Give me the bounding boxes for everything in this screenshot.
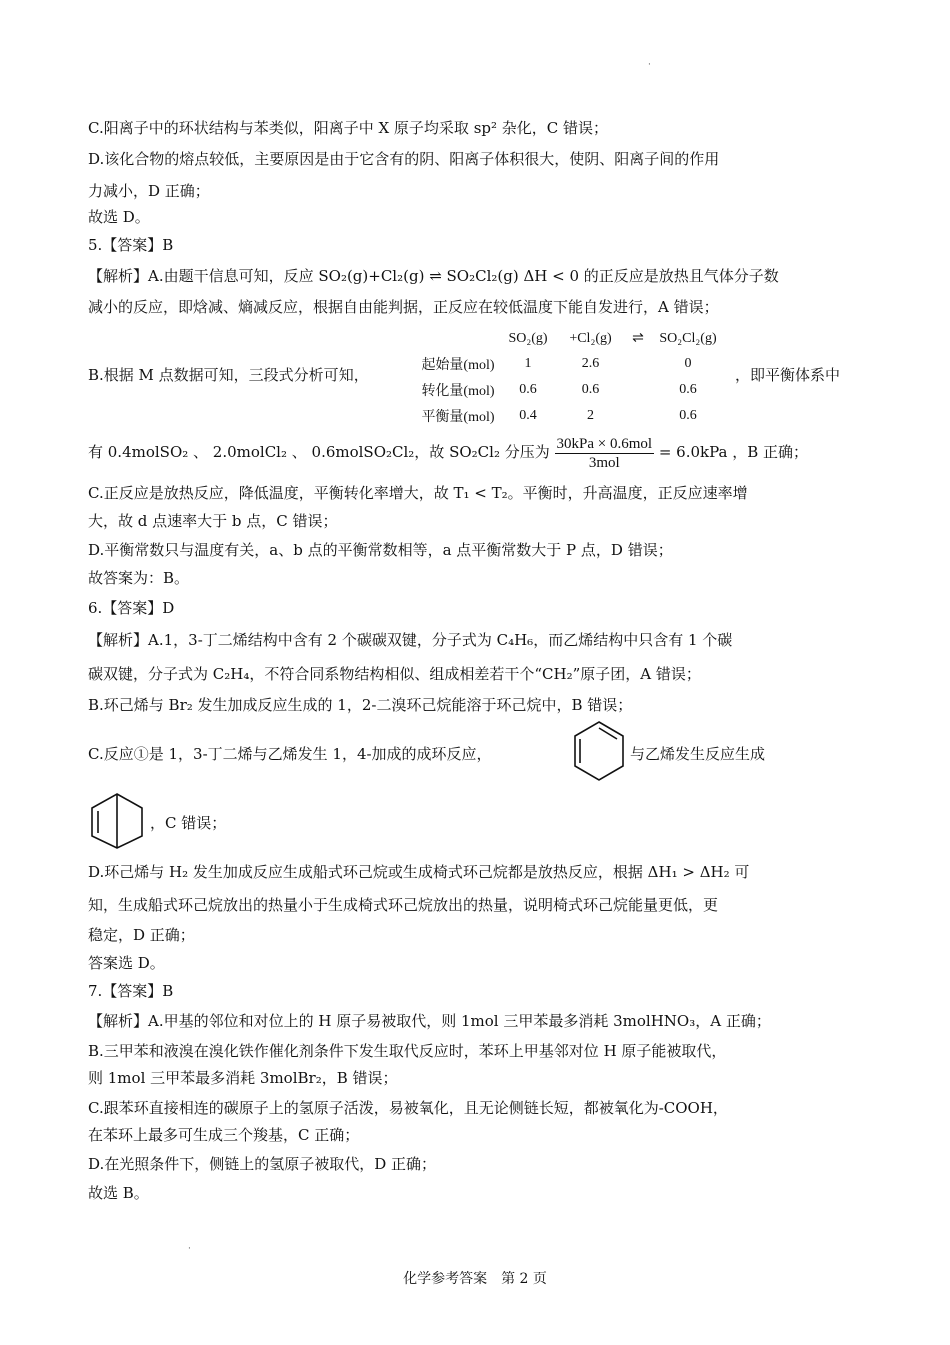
q6-analysis-a: 【解析】A.1，3-丁二烯结构中含有 2 个碳碳双键，分子式为 C₄H₆，而乙烯结构中只含有 1 个碳 xyxy=(88,631,733,649)
q6-b: B.环己烯与 Br₂ 发生加成反应生成的 1，2-二溴环己烷能溶于环己烷中，B 错误； xyxy=(88,696,633,714)
header-mark: · xyxy=(648,60,651,70)
row-value: 0.6 xyxy=(679,382,697,397)
three-stage-table xyxy=(418,326,723,429)
fraction-denominator: 3mol xyxy=(588,454,620,471)
footer-mark: · xyxy=(188,1244,191,1254)
partial-pressure-result: = 6.0kPa ，B 正确； xyxy=(658,443,809,461)
line-d-cont: 力减小，D 正确； xyxy=(88,182,210,200)
q5-analysis-a: 【解析】A.由题干信息可知，反应 SO₂(g)+Cl₂(g) ⇌ SO₂Cl₂(g) ΔH < 0 的正反应是放热且气体分子数 xyxy=(88,267,779,285)
q6-c-conclusion: ，C 错误； xyxy=(150,814,227,832)
q7-c: C.跟苯环直接相连的碳原子上的氢原子活泼，易被氧化，且无论侧链长短，都被氧化为-COOH， xyxy=(88,1099,728,1117)
q7-c-cont: 在苯环上最多可生成三个羧基，C 正确； xyxy=(88,1126,360,1144)
row-value: 2.6 xyxy=(581,356,600,371)
q7-b: B.三甲苯和液溴在溴化铁作催化剂条件下发生取代反应时，苯环上甲基邻对位 H 原子能被取代， xyxy=(88,1042,727,1060)
row-label: 平衡量(mol) xyxy=(421,410,495,425)
q5-c-cont: 大，故 d 点速率大于 b 点，C 错误； xyxy=(88,512,338,530)
q6-d-cont: 知，生成船式环己烷放出的热量小于生成椅式环己烷放出的热量，说明椅式环己烷能量更低，更 xyxy=(88,896,719,914)
q5-b-partial-pressure xyxy=(88,432,808,472)
row-value: 1 xyxy=(524,356,532,371)
page-footer: 化学参考答案 第 2 页 xyxy=(403,1271,547,1287)
q7-answer: 7.【答案】B xyxy=(88,982,174,1000)
q5-b-intro-tail: ，即平衡体系中 xyxy=(735,366,841,384)
header-cl2: +Cl₂(g) xyxy=(569,330,612,346)
q6-answer: 6.【答案】D xyxy=(88,599,175,617)
q7-d: D.在光照条件下，侧链上的氢原子被取代，D 正确； xyxy=(88,1155,437,1173)
row-value: 0.6 xyxy=(581,382,600,397)
q6-d: D.环己烯与 H₂ 发生加成反应生成船式环己烷或生成椅式环己烷都是放热反应，根据 ΔH₁ > ΔH₂ 可 xyxy=(88,863,750,881)
q7-conclusion: 故选 B。 xyxy=(88,1184,149,1202)
row-value: 0 xyxy=(684,356,692,371)
q7-analysis-a: 【解析】A.甲基的邻位和对位上的 H 原子易被取代，则 1mol 三甲苯最多消耗 3molHNO₃，A 正确； xyxy=(88,1012,771,1030)
row-value: 0.4 xyxy=(519,408,537,423)
q5-c: C.正反应是放热反应，降低温度，平衡转化率增大，故 T₁ < T₂。平衡时，升高温度，正反应速率增 xyxy=(88,484,748,502)
bicyclooctene-structure xyxy=(86,790,148,852)
row-value: 0.6 xyxy=(519,382,537,397)
cyclohexadiene-structure xyxy=(570,718,628,788)
row-value: 0.6 xyxy=(679,408,697,423)
q6-c-tail: 与乙烯发生反应生成 xyxy=(630,745,766,763)
header-so2cl2: SO₂Cl₂(g) xyxy=(659,330,717,346)
line-q4-conclusion: 故选 D。 xyxy=(88,208,150,226)
header-equilibrium-arrow: ⇌ xyxy=(632,331,644,346)
row-label: 转化量(mol) xyxy=(421,384,495,399)
pressure-fraction xyxy=(555,435,655,472)
q6-analysis-a-cont: 碳双键，分子式为 C₂H₄，不符合同系物结构相似、组成相差若干个“CH₂”原子团，A 错误； xyxy=(88,665,701,683)
q6-conclusion: 答案选 D。 xyxy=(88,954,165,972)
row-label: 起始量(mol) xyxy=(421,358,495,373)
line-c-cation: C.阳离子中的环状结构与苯类似，阳离子中 X 原子均采取 sp² 杂化，C 错误； xyxy=(88,119,609,137)
q5-b-intro: B.根据 M 点数据可知，三段式分析可知， xyxy=(88,366,369,384)
row-value: 2 xyxy=(587,408,594,423)
q6-c: C.反应①是 1，3-丁二烯与乙烯发生 1，4-加成的成环反应， xyxy=(88,745,492,763)
q6-d-cont2: 稳定，D 正确； xyxy=(88,926,195,944)
q5-conclusion: 故答案为：B。 xyxy=(88,569,190,587)
header-so2: SO₂(g) xyxy=(508,330,548,346)
q5-answer: 5.【答案】B xyxy=(88,236,174,254)
partial-pressure-text: 有 0.4molSO₂ 、 2.0molCl₂ 、 0.6molSO₂Cl₂，故 SO₂Cl₂ 分压为 xyxy=(88,443,550,461)
q5-d: D.平衡常数只与温度有关，a、b 点的平衡常数相等，a 点平衡常数大于 P 点，D 错误； xyxy=(88,541,673,559)
fraction-numerator: 30kPa × 0.6mol xyxy=(556,435,653,452)
q7-b-cont: 则 1mol 三甲苯最多消耗 3molBr₂，B 错误； xyxy=(88,1069,398,1087)
q5-analysis-a-cont: 减小的反应，即焓减、熵减反应，根据自由能判据，正反应在较低温度下能自发进行，A 错误； xyxy=(88,298,719,316)
line-d-melting: D.该化合物的熔点较低，主要原因是由于它含有的阴、阳离子体积很大，使阴、阳离子间的作用 xyxy=(88,150,720,168)
